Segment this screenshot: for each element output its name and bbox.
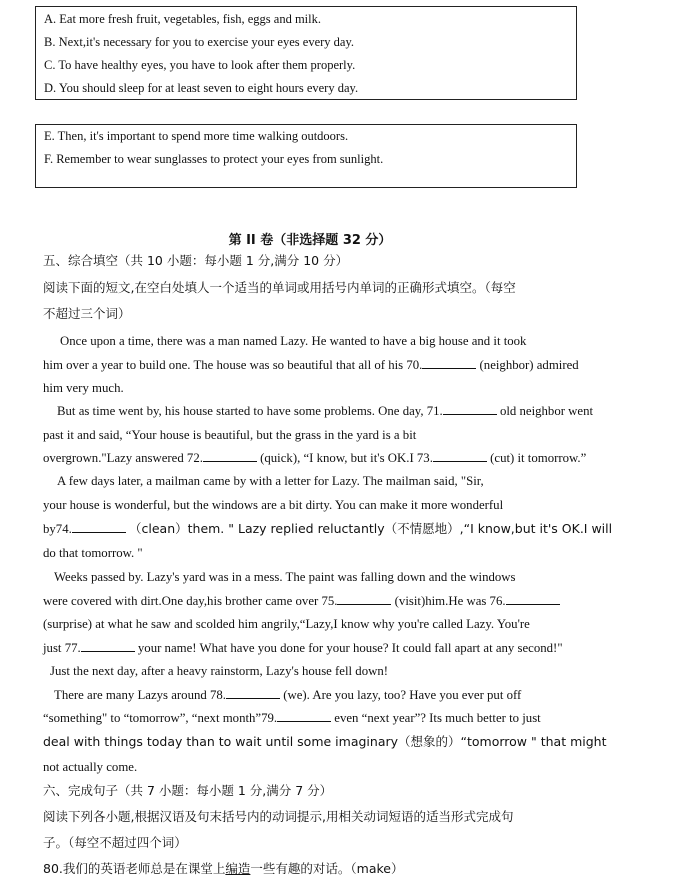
passage-text: overgrown."Lazy answered 72.	[43, 451, 203, 465]
passage-line	[43, 639, 563, 657]
passage-text: But as time went by, his house started to have some problems. One day, 71.	[57, 404, 443, 418]
blank-74[interactable]	[72, 521, 126, 533]
blank-79[interactable]	[277, 710, 331, 722]
passage-text: deal with things today than to wait until some imaginary（想象的）“tomorrow " that might	[43, 734, 607, 749]
option-b: B. Next,it's necessary for you to exercise your eyes every day.	[44, 35, 355, 49]
passage-text: (cut) it tomorrow.”	[490, 451, 587, 465]
passage-line	[43, 449, 586, 467]
passage-text: (neighbor) admired	[479, 358, 579, 372]
passage-text: “something" to “tomorrow”, “next month”79.	[43, 711, 278, 725]
passage-text: were covered with dirt.One day,his brother came over 75.	[43, 594, 338, 608]
option-e: E. Then, it's important to spend more time walking outdoors.	[44, 129, 349, 143]
passage-line	[43, 520, 612, 538]
passage-line: A few days later, a mailman came by with a letter for Lazy. The mailman said, "Sir,	[57, 474, 484, 488]
passage-line: (surprise) at what he saw and scolded him angrily,“Lazy,I know why you're called Lazy. You're	[43, 617, 530, 631]
passage-text: （clean）them. " Lazy replied reluctantly（不情愿地）,“I know,but it's OK.I will	[129, 521, 613, 536]
passage-line	[57, 402, 593, 420]
blank-70[interactable]	[422, 357, 476, 369]
part6-heading: 六、完成句子（共 7 小题：每小题 1 分,满分 7 分）	[43, 783, 333, 798]
options-box-a-d	[35, 6, 577, 100]
passage-line	[54, 686, 521, 704]
passage-line: not actually come.	[43, 760, 138, 774]
passage-line	[43, 356, 579, 374]
option-a: A. Eat more fresh fruit, vegetables, fish, eggs and milk.	[44, 12, 322, 26]
part6-instruction-line1: 阅读下列各小题,根据汉语及句末括号内的动词提示,用相关动词短语的适当形式完成句	[43, 809, 514, 824]
passage-text: old neighbor went	[499, 404, 594, 418]
part5-heading: 五、综合填空（共 10 小题：每小题 1 分,满分 10 分）	[43, 253, 349, 268]
passage-text: by74.	[43, 522, 72, 536]
passage-line: him very much.	[43, 381, 124, 395]
blank-75[interactable]	[337, 593, 391, 605]
blank-76[interactable]	[506, 593, 560, 605]
options-box-e-f	[35, 124, 577, 188]
passage-text: (we). Are you lazy, too? Have you ever put off	[283, 688, 522, 702]
option-f: F. Remember to wear sunglasses to protect your eyes from sunlight.	[44, 152, 384, 166]
part5-instruction-line1: 阅读下面的短文,在空白处填人一个适当的单词或用括号内单词的正确形式填空。（每空	[43, 280, 516, 295]
question-80	[43, 860, 403, 878]
blank-78[interactable]	[226, 687, 280, 699]
passage-text: even “next year”? Its much better to just	[334, 711, 541, 725]
passage-text: There are many Lazys around 78.	[54, 688, 226, 702]
passage-text: just 77.	[43, 641, 81, 655]
part5-instruction-line2: 不超过三个词）	[43, 306, 131, 321]
passage-text: (quick), “I know, but it's OK.I 73.	[260, 451, 433, 465]
question-80-text: 一些有趣的对话。（make）	[250, 861, 404, 876]
passage-line: Once upon a time, there was a man named Lazy. He wanted to have a big house and it took	[60, 334, 527, 348]
passage-line: past it and said, “Your house is beautiful, but the grass in the yard is a bit	[43, 428, 417, 442]
section-title: 第 II 卷（非选择题 32 分）	[228, 233, 392, 248]
passage-text: your name! What have you done for your house? It could fall apart at any second!"	[137, 641, 563, 655]
passage-line: your house is wonderful, but the windows are a bit dirty. You can make it more wonderful	[43, 498, 504, 512]
passage-line: do that tomorrow. "	[43, 546, 143, 560]
question-80-text: 80.我们的英语老师总是在课堂上	[43, 861, 226, 876]
passage-line	[43, 592, 560, 610]
blank-73[interactable]	[433, 450, 487, 462]
option-c: C. To have healthy eyes, you have to look after them properly.	[44, 58, 356, 72]
blank-72[interactable]	[203, 450, 257, 462]
passage-line	[43, 709, 541, 727]
part6-instruction-line2: 子。（每空不超过四个词）	[43, 835, 187, 850]
option-d: D. You should sleep for at least seven to eight hours every day.	[44, 81, 359, 95]
passage-text: him over a year to build one. The house was so beautiful that all of his 70.	[43, 358, 423, 372]
blank-71[interactable]	[443, 403, 497, 415]
blank-77[interactable]	[81, 640, 135, 652]
passage-text: (visit)him.He was 76.	[394, 594, 506, 608]
passage-line: Just the next day, after a heavy rainstorm, Lazy's house fell down!	[50, 664, 388, 678]
question-80-underlined: 编造	[225, 861, 251, 876]
passage-line	[43, 733, 606, 751]
passage-line: Weeks passed by. Lazy's yard was in a mess. The paint was falling down and the windows	[54, 570, 516, 584]
